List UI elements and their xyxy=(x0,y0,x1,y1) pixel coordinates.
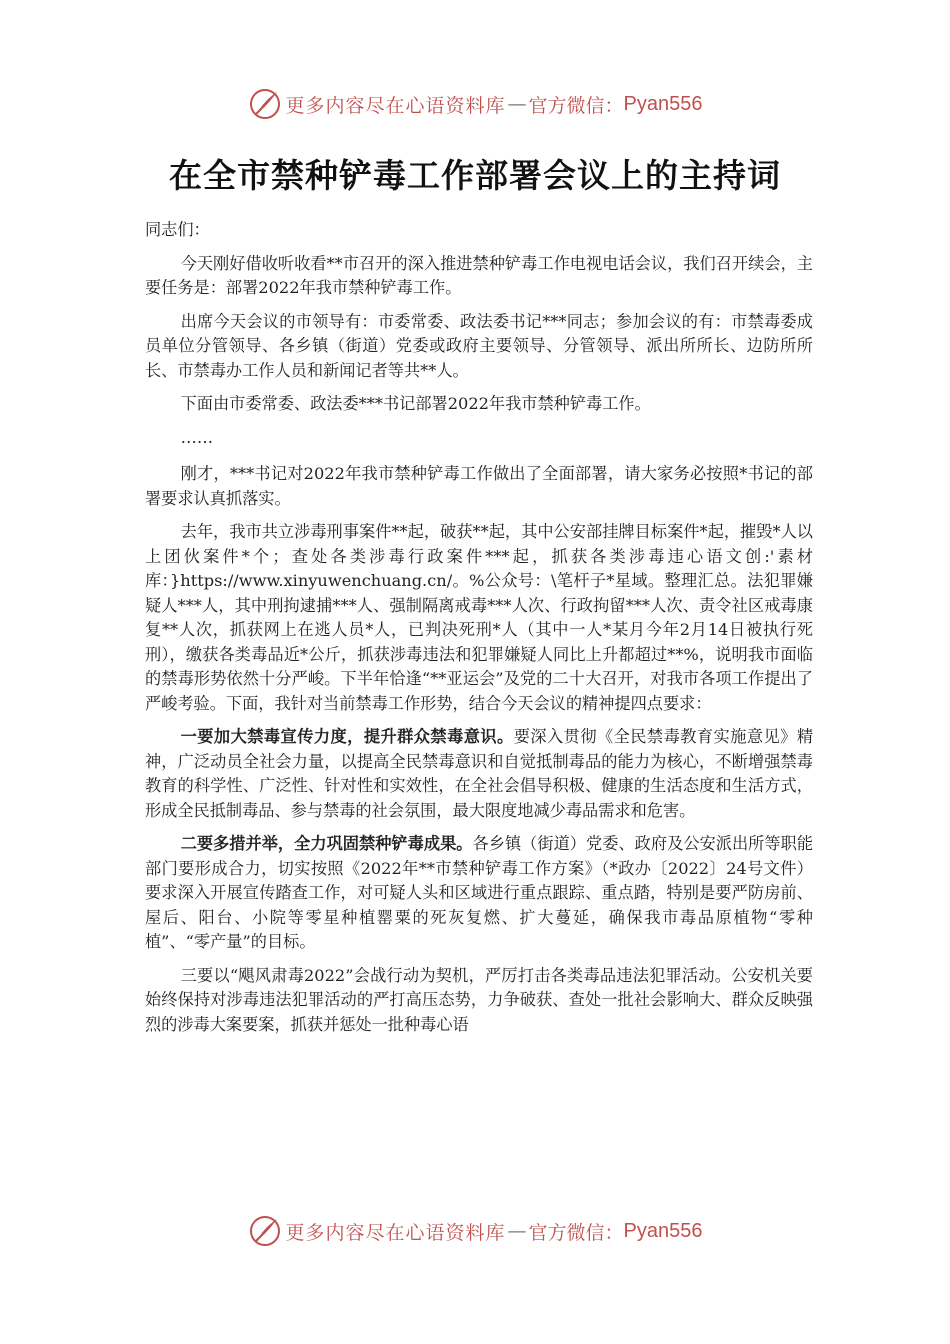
point-body: 要深入贯彻《全民禁毒教育实施意见》精神，广泛动员全社会力量，以提高全民禁毒意识和自觉抵制毒品的能力为核心，不断增强禁毒教育的科学性、广泛性、针对性和实效性，在全社会倡导积极、健康的生活态度和生活方式，形成全民抵制毒品、参与禁毒的社会氛围，最大限度地减少毒品需求和危害。 xyxy=(145,727,814,820)
paragraph: 下面由市委常委、政法委***书记部署2022年我市禁种铲毒工作。 xyxy=(180,394,651,413)
footer-banner xyxy=(0,1211,950,1251)
banner-separator: — xyxy=(507,93,527,115)
quill-pen-icon xyxy=(248,1214,282,1248)
banner-wechat-label: 官方微信： xyxy=(528,94,624,117)
document-title: 在全市禁种铲毒工作部署会议上的主持词 xyxy=(169,156,781,195)
banner-wechat-id: Pyan556 xyxy=(623,92,703,115)
point-heading: 二要多措并举，全力巩固禁种铲毒成果。 xyxy=(180,834,473,853)
greeting: 同志们： xyxy=(145,220,210,239)
point-body: 各乡镇（街道）党委、政府及公安派出所等职能部门要形成合力，切实按照《2022年**市禁种铲毒工作方案》（*政办〔2022〕24号文件）要求深入开展宣传踏查工作，对可疑人头和区域进行重点跟踪、重点踏，特别是要严防房前、屋后、阳台、小院等零星种植罂粟的死灰复燃、扩大蔓延，确保我市毒品原植物“零种植”、“零产量”的目标。 xyxy=(145,834,814,951)
paragraph: …… xyxy=(180,427,213,447)
paragraph: 去年，我市共立涉毒刑事案件**起，破获**起，其中公安部挂牌目标案件*起，摧毁*人以上团伙案件*个；查处各类涉毒行政案件***起，抓获各类涉毒违心语文创:'素材库：}https://www.xinyuwenchuang.cn/。%公众号：\笔杆子*星域。整理汇总。法犯罪嫌疑人***人，其中刑拘逮捕***人、强制隔离戒毒***人次、行政拘留***人次、责令社区戒毒康复**人次，抓获网上在逃人员*人，已判决死刑*人（其中一人*某月今年2月14日被执行死刑），缴获各类毒品近*公斤，抓获涉毒违法和犯罪嫌疑人同比上升都超过**%，说明我市面临的禁毒形势依然十分严峻。下半年恰逢“**亚运会”及党的二十大召开，对我市各项工作提出了严峻考验。下面，我针对当前禁毒工作形势，结合今天会议的精神提四点要求： xyxy=(145,522,813,713)
point-body: 三要以“飓风肃毒2022”会战行动为契机，严厉打击各类毒品违法犯罪活动。公安机关要始终保持对涉毒违法犯罪活动的严打高压态势，力争破获、查处一批社会影响大、群众反映强烈的涉毒大案要案，抓获并惩处一批种毒心语 xyxy=(145,965,813,1034)
banner-text: 更多内容尽在心语资料库 xyxy=(285,94,506,117)
point-paragraph xyxy=(145,964,813,1038)
paragraph: 刚才，***书记对2022年我市禁种铲毒工作做出了全面部署，请大家务必按照*书记的部署要求认真抓落实。 xyxy=(145,464,813,508)
paragraph: 今天刚好借收听收看**市召开的深入推进禁种铲毒工作电视电话会议，我们召开续会，主要任务是：部署2022年我市禁种铲毒工作。 xyxy=(145,253,813,297)
document-body xyxy=(145,218,813,1046)
quill-pen-icon xyxy=(248,87,282,121)
banner-text: 更多内容尽在心语资料库 xyxy=(285,1221,506,1244)
point-paragraph xyxy=(145,832,813,955)
header-banner xyxy=(0,84,950,124)
banner-wechat-id: Pyan556 xyxy=(623,1219,703,1242)
point-heading: 一要加大禁毒宣传力度，提升群众禁毒意识。 xyxy=(180,727,514,746)
banner-wechat-label: 官方微信： xyxy=(528,1221,624,1244)
banner-separator: — xyxy=(507,1220,527,1242)
point-paragraph xyxy=(145,725,813,823)
paragraph: 出席今天会议的市领导有：市委常委、政法委书记***同志；参加会议的有：市禁毒委成员单位分管领导、各乡镇（街道）党委或政府主要领导、分管领导、派出所所长、边防所所长、市禁毒办工作人员和新闻记者等共**人。 xyxy=(145,311,813,380)
